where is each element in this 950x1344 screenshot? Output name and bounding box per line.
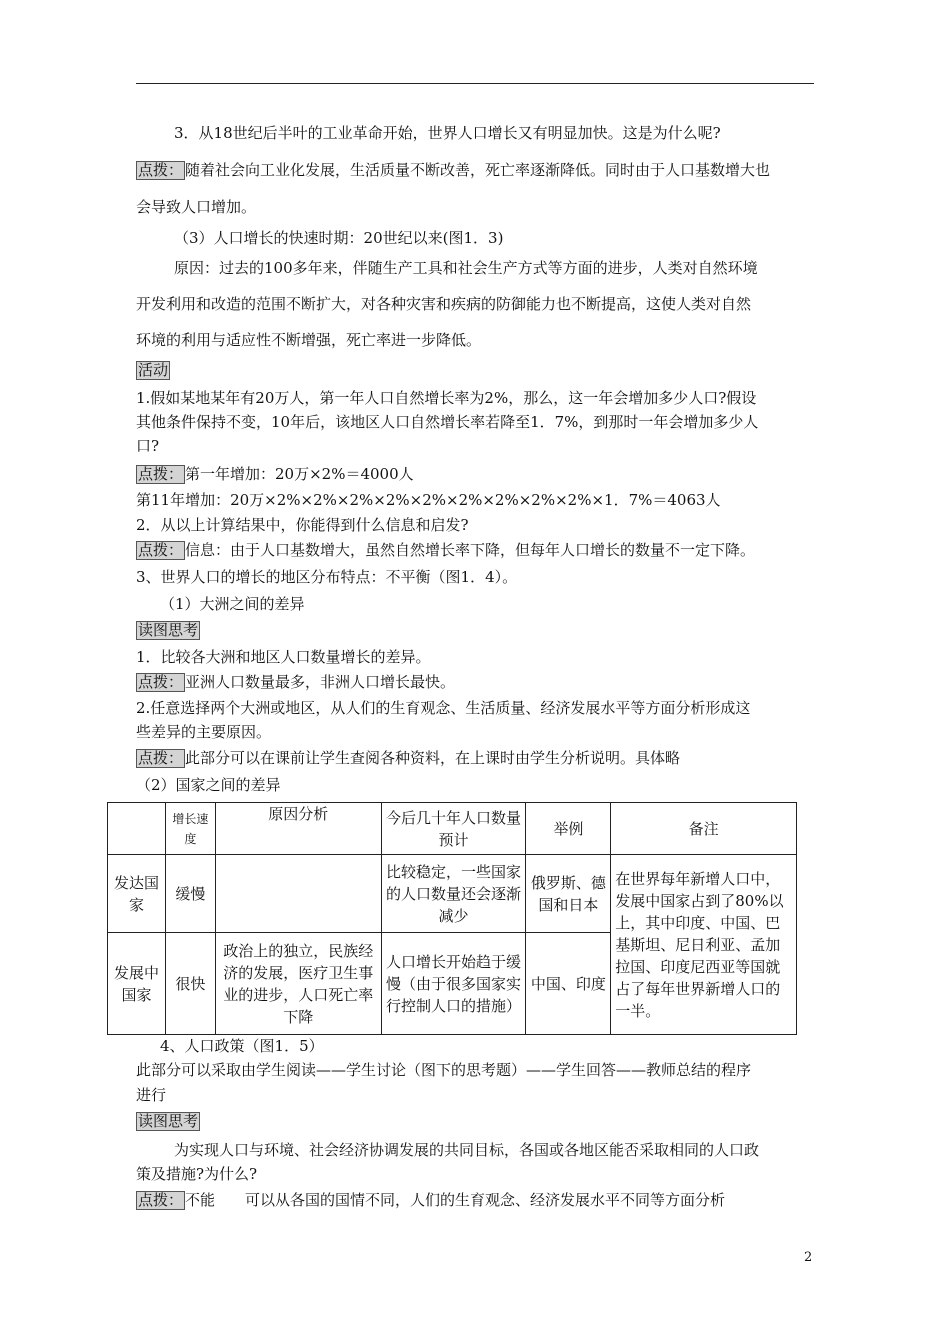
section-4-title: 4、人口政策（图1．5） (160, 1037, 324, 1055)
table-header-row (108, 803, 797, 855)
header-cell-empty (108, 803, 166, 855)
text-line: 其他条件保持不变，10年后，该地区人口自然增长率若降至1．7%，到那时一年会增加多少人 (136, 413, 759, 431)
hint-tag: 点拨： (138, 749, 184, 767)
text-line: 第11年增加：20万×2%×2%×2%×2%×2%×2%×2%×2%×2%×1．7%＝4063人 (136, 491, 721, 509)
text-line: 些差异的主要原因。 (136, 723, 272, 741)
table-cell: 政治上的独立，民族经济的发展，医疗卫生事业的进步，人口死亡率下降 (215, 933, 381, 1035)
hint-answer-6 (136, 1190, 725, 1210)
table-row (108, 855, 797, 933)
table-cell: 中国、印度 (526, 933, 611, 1035)
table-cell: 俄罗斯、德国和日本 (526, 855, 611, 933)
text-line: 进行 (136, 1086, 167, 1104)
country-difference-table (107, 802, 797, 1035)
header-cell: 今后几十年人口数量预计 (381, 803, 526, 855)
text-line: 3、世界人口的增长的地区分布特点：不平衡（图1．4）。 (136, 568, 518, 586)
text: 信息：由于人口基数增大，虽然自然增长率下降，但每年人口增长的数量不一定下降。 (185, 541, 756, 559)
hint-answer-4 (136, 672, 455, 692)
table-cell (215, 855, 381, 933)
hint-answer-2 (136, 464, 414, 484)
hint-answer-5 (136, 748, 680, 768)
hint-tag: 点拨： (138, 673, 184, 691)
text-line: 2.任意选择两个大洲或地区，从人们的生育观念、生活质量、经济发展水平等方面分析形成这 (136, 699, 751, 717)
text-line: 会导致人口增加。 (136, 198, 257, 216)
header-cell: 增长速度 (165, 803, 215, 855)
table-cell: 发展中国家 (108, 933, 166, 1035)
hint-answer-3 (136, 540, 755, 560)
table-cell: 人口增长开始趋于缓慢（由于很多国家实行控制人口的措施） (381, 933, 526, 1035)
header-cell: 举例 (526, 803, 611, 855)
text: 随着社会向工业化发展，生活质量不断改善，死亡率逐渐降低。同时由于人口基数增大也 (185, 161, 771, 179)
text-line: 原因：过去的100多年来，伴随生产工具和社会生产方式等方面的进步，人类对自然环境 (174, 259, 758, 277)
text-line: 此部分可以采取由学生阅读——学生讨论（图下的思考题）——学生回答——教师总结的程序 (136, 1061, 752, 1079)
text-line: 1．比较各大洲和地区人口数量增长的差异。 (136, 648, 431, 666)
table-cell: 缓慢 (165, 855, 215, 933)
hint-tag: 点拨： (138, 161, 184, 179)
table-cell: 比较稳定，一些国家的人口数量还会逐渐减少 (381, 855, 526, 933)
text-line: 开发利用和改造的范围不断扩大，对各种灾害和疾病的防御能力也不断提高，这使人类对自然 (136, 295, 752, 313)
text-line: 2．从以上计算结果中，你能得到什么信息和启发? (136, 516, 469, 534)
read-think-heading (136, 1111, 200, 1131)
table-cell: 很快 (165, 933, 215, 1035)
read-think-heading (136, 620, 200, 640)
text: 亚洲人口数量最多，非洲人口增长最快。 (185, 673, 456, 691)
page-number: 2 (804, 1250, 813, 1265)
activity-tag: 活动 (138, 361, 169, 379)
header-rule (136, 83, 814, 84)
activity-heading (136, 360, 170, 380)
text-line: 口? (136, 437, 160, 455)
header-cell: 备注 (611, 803, 797, 855)
text: 第一年增加：20万×2%＝4000人 (185, 465, 414, 483)
hint-tag: 点拨： (138, 1191, 184, 1209)
question-3: 3．从18世纪后半叶的工业革命开始，世界人口增长又有明显加快。这是为什么呢? (174, 124, 721, 142)
hint-answer-1 (136, 160, 770, 180)
read-think-tag: 读图思考 (138, 1112, 199, 1130)
read-think-tag: 读图思考 (138, 621, 199, 639)
section-3-title: （3）人口增长的快速时期：20世纪以来(图1．3) (174, 229, 504, 247)
text-line: 环境的利用与适应性不断增强，死亡率进一步降低。 (136, 331, 482, 349)
subsection-2-title: （2）国家之间的差异 (136, 776, 281, 794)
text-line: 1.假如某地某年有20万人，第一年人口自然增长率为2%，那么，这一年会增加多少人口?假设 (136, 389, 757, 407)
hint-tag: 点拨： (138, 465, 184, 483)
text: 不能 可以从各国的国情不同，人们的生育观念、经济发展水平不同等方面分析 (185, 1191, 726, 1209)
note-cell: 在世界每年新增人口中，发展中国家占到了80%以上，其中印度、中国、巴基斯坦、尼日利亚、孟加拉国、印度尼西亚等国就占了每年世界新增人口的一半。 (611, 855, 797, 1035)
text-line: 策及措施?为什么? (136, 1165, 258, 1183)
text: 此部分可以在课前让学生查阅各种资料，在上课时由学生分析说明。具体略 (185, 749, 681, 767)
table-cell: 发达国家 (108, 855, 166, 933)
subsection-1-title: （1）大洲之间的差异 (160, 595, 305, 613)
hint-tag: 点拨： (138, 541, 184, 559)
header-cell: 原因分析 (215, 803, 381, 855)
text-line: 为实现人口与环境、社会经济协调发展的共同目标，各国或各地区能否采取相同的人口政 (174, 1141, 760, 1159)
